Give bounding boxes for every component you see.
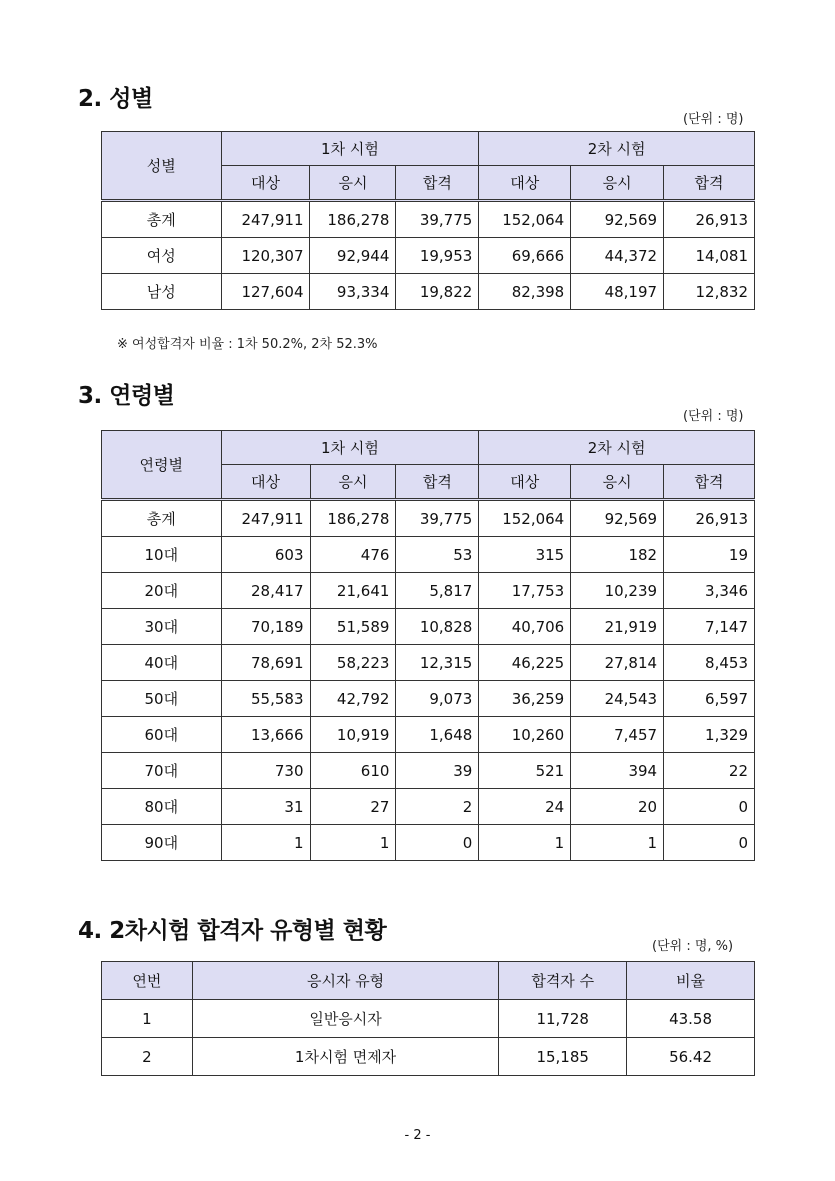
table-cell: 1 bbox=[479, 825, 571, 861]
table-cell: 7,457 bbox=[571, 717, 664, 753]
gender-table bbox=[101, 131, 755, 310]
table-cell: 14,081 bbox=[664, 238, 755, 274]
table-cell: 1 bbox=[310, 825, 396, 861]
table-cell: 10,919 bbox=[310, 717, 396, 753]
column-header: 합격자 수 bbox=[499, 962, 627, 1000]
table-cell: 10,239 bbox=[571, 573, 664, 609]
gender-table-body bbox=[102, 201, 755, 310]
table-cell: 69,666 bbox=[479, 238, 571, 274]
row-label: 80대 bbox=[102, 789, 222, 825]
table-cell: 0 bbox=[396, 825, 479, 861]
table-cell: 15,185 bbox=[499, 1038, 627, 1076]
table-cell: 603 bbox=[221, 537, 310, 573]
table-row bbox=[102, 1038, 755, 1076]
types-table-body bbox=[102, 1000, 755, 1076]
table-cell: 22 bbox=[664, 753, 755, 789]
table-cell: 92,944 bbox=[310, 238, 396, 274]
table-cell: 1,329 bbox=[664, 717, 755, 753]
table-cell: 일반응시자 bbox=[192, 1000, 498, 1038]
table-cell: 31 bbox=[221, 789, 310, 825]
unit-label-age: (단위 : 명) bbox=[683, 409, 744, 424]
row-label: 남성 bbox=[102, 274, 222, 310]
table-row bbox=[102, 645, 755, 681]
table-row bbox=[102, 753, 755, 789]
table-cell: 10,260 bbox=[479, 717, 571, 753]
row-label: 40대 bbox=[102, 645, 222, 681]
table-cell: 2 bbox=[102, 1038, 193, 1076]
row-label: 총계 bbox=[102, 500, 222, 537]
table-cell: 40,706 bbox=[479, 609, 571, 645]
table-cell: 0 bbox=[664, 825, 755, 861]
table-row bbox=[102, 201, 755, 238]
row-label: 90대 bbox=[102, 825, 222, 861]
table-cell: 93,334 bbox=[310, 274, 396, 310]
sub-header-cell: 대상 bbox=[221, 465, 310, 500]
group-header-first-exam: 1차 시험 bbox=[221, 431, 479, 465]
group-header-second-exam: 2차 시험 bbox=[479, 431, 755, 465]
table-cell: 5,817 bbox=[396, 573, 479, 609]
table-cell: 82,398 bbox=[479, 274, 571, 310]
table-cell: 186,278 bbox=[310, 201, 396, 238]
table-cell: 21,641 bbox=[310, 573, 396, 609]
table-cell: 46,225 bbox=[479, 645, 571, 681]
table-cell: 0 bbox=[664, 789, 755, 825]
table-cell: 70,189 bbox=[221, 609, 310, 645]
table-cell: 28,417 bbox=[221, 573, 310, 609]
row-label: 여성 bbox=[102, 238, 222, 274]
column-header: 응시자 유형 bbox=[192, 962, 498, 1000]
table-cell: 152,064 bbox=[479, 201, 571, 238]
table-cell: 39,775 bbox=[396, 201, 479, 238]
table-cell: 36,259 bbox=[479, 681, 571, 717]
table-cell: 13,666 bbox=[221, 717, 310, 753]
table-cell: 26,913 bbox=[664, 201, 755, 238]
table-cell: 9,073 bbox=[396, 681, 479, 717]
table-cell: 610 bbox=[310, 753, 396, 789]
row-label: 20대 bbox=[102, 573, 222, 609]
age-table bbox=[101, 430, 755, 861]
unit-label-types: (단위 : 명, %) bbox=[652, 939, 734, 954]
table-cell: 51,589 bbox=[310, 609, 396, 645]
table-cell: 21,919 bbox=[571, 609, 664, 645]
types-table bbox=[101, 961, 755, 1076]
table-row bbox=[102, 500, 755, 537]
female-ratio-note: ※ 여성합격자 비율 : 1차 50.2%, 2차 52.3% bbox=[117, 337, 378, 352]
table-cell: 247,911 bbox=[221, 500, 310, 537]
table-cell: 7,147 bbox=[664, 609, 755, 645]
table-cell: 48,197 bbox=[571, 274, 664, 310]
table-cell: 55,583 bbox=[221, 681, 310, 717]
table-cell: 12,315 bbox=[396, 645, 479, 681]
table-cell: 120,307 bbox=[221, 238, 310, 274]
age-table-body bbox=[102, 500, 755, 861]
sub-header-cell: 합격 bbox=[664, 465, 755, 500]
table-cell: 1,648 bbox=[396, 717, 479, 753]
table-cell: 1 bbox=[102, 1000, 193, 1038]
table-cell: 20 bbox=[571, 789, 664, 825]
table-cell: 19 bbox=[664, 537, 755, 573]
table-cell: 1 bbox=[221, 825, 310, 861]
table-cell: 92,569 bbox=[571, 201, 664, 238]
table-row bbox=[102, 1000, 755, 1038]
table-cell: 730 bbox=[221, 753, 310, 789]
table-cell: 42,792 bbox=[310, 681, 396, 717]
table-row bbox=[102, 238, 755, 274]
table-row bbox=[102, 825, 755, 861]
corner-header: 성별 bbox=[102, 132, 222, 201]
sub-header-cell: 응시 bbox=[571, 465, 664, 500]
sub-header-cell: 합격 bbox=[396, 166, 479, 201]
column-header: 연번 bbox=[102, 962, 193, 1000]
corner-header: 연령별 bbox=[102, 431, 222, 500]
table-cell: 182 bbox=[571, 537, 664, 573]
table-cell: 39,775 bbox=[396, 500, 479, 537]
table-cell: 27 bbox=[310, 789, 396, 825]
table-cell: 44,372 bbox=[571, 238, 664, 274]
sub-header-cell: 응시 bbox=[571, 166, 664, 201]
section-title-gender: 2. 성별 bbox=[78, 86, 153, 112]
table-cell: 26,913 bbox=[664, 500, 755, 537]
table-row bbox=[102, 537, 755, 573]
table-cell: 17,753 bbox=[479, 573, 571, 609]
table-cell: 43.58 bbox=[627, 1000, 755, 1038]
row-label: 50대 bbox=[102, 681, 222, 717]
table-cell: 127,604 bbox=[221, 274, 310, 310]
table-cell: 19,822 bbox=[396, 274, 479, 310]
table-row bbox=[102, 681, 755, 717]
table-cell: 92,569 bbox=[571, 500, 664, 537]
group-header-first-exam: 1차 시험 bbox=[221, 132, 479, 166]
table-cell: 53 bbox=[396, 537, 479, 573]
table-cell: 39 bbox=[396, 753, 479, 789]
table-cell: 521 bbox=[479, 753, 571, 789]
table-cell: 394 bbox=[571, 753, 664, 789]
table-cell: 27,814 bbox=[571, 645, 664, 681]
sub-header-cell: 합격 bbox=[396, 465, 479, 500]
table-cell: 476 bbox=[310, 537, 396, 573]
sub-header-cell: 합격 bbox=[664, 166, 755, 201]
section-title-types: 4. 2차시험 합격자 유형별 현황 bbox=[78, 918, 387, 944]
sub-header-cell: 대상 bbox=[221, 166, 310, 201]
table-cell: 19,953 bbox=[396, 238, 479, 274]
section-title-age: 3. 연령별 bbox=[78, 383, 175, 409]
sub-header-cell: 대상 bbox=[479, 166, 571, 201]
table-cell: 247,911 bbox=[221, 201, 310, 238]
table-row bbox=[102, 573, 755, 609]
row-label: 총계 bbox=[102, 201, 222, 238]
table-cell: 1 bbox=[571, 825, 664, 861]
types-header-row bbox=[102, 962, 755, 1000]
row-label: 70대 bbox=[102, 753, 222, 789]
group-header-second-exam: 2차 시험 bbox=[479, 132, 755, 166]
table-row bbox=[102, 789, 755, 825]
table-cell: 2 bbox=[396, 789, 479, 825]
table-cell: 1차시험 면제자 bbox=[192, 1038, 498, 1076]
table-cell: 24 bbox=[479, 789, 571, 825]
table-cell: 78,691 bbox=[221, 645, 310, 681]
table-cell: 11,728 bbox=[499, 1000, 627, 1038]
sub-header-cell: 대상 bbox=[479, 465, 571, 500]
table-cell: 152,064 bbox=[479, 500, 571, 537]
row-label: 10대 bbox=[102, 537, 222, 573]
table-cell: 6,597 bbox=[664, 681, 755, 717]
table-row bbox=[102, 717, 755, 753]
table-cell: 58,223 bbox=[310, 645, 396, 681]
table-cell: 12,832 bbox=[664, 274, 755, 310]
table-row bbox=[102, 274, 755, 310]
table-cell: 8,453 bbox=[664, 645, 755, 681]
table-cell: 3,346 bbox=[664, 573, 755, 609]
sub-header-cell: 응시 bbox=[310, 465, 396, 500]
page-number: - 2 - bbox=[404, 1128, 431, 1143]
table-row bbox=[102, 609, 755, 645]
table-cell: 24,543 bbox=[571, 681, 664, 717]
row-label: 30대 bbox=[102, 609, 222, 645]
column-header: 비율 bbox=[627, 962, 755, 1000]
table-cell: 56.42 bbox=[627, 1038, 755, 1076]
unit-label-gender: (단위 : 명) bbox=[683, 112, 744, 127]
table-cell: 10,828 bbox=[396, 609, 479, 645]
row-label: 60대 bbox=[102, 717, 222, 753]
sub-header-cell: 응시 bbox=[310, 166, 396, 201]
table-cell: 315 bbox=[479, 537, 571, 573]
table-cell: 186,278 bbox=[310, 500, 396, 537]
